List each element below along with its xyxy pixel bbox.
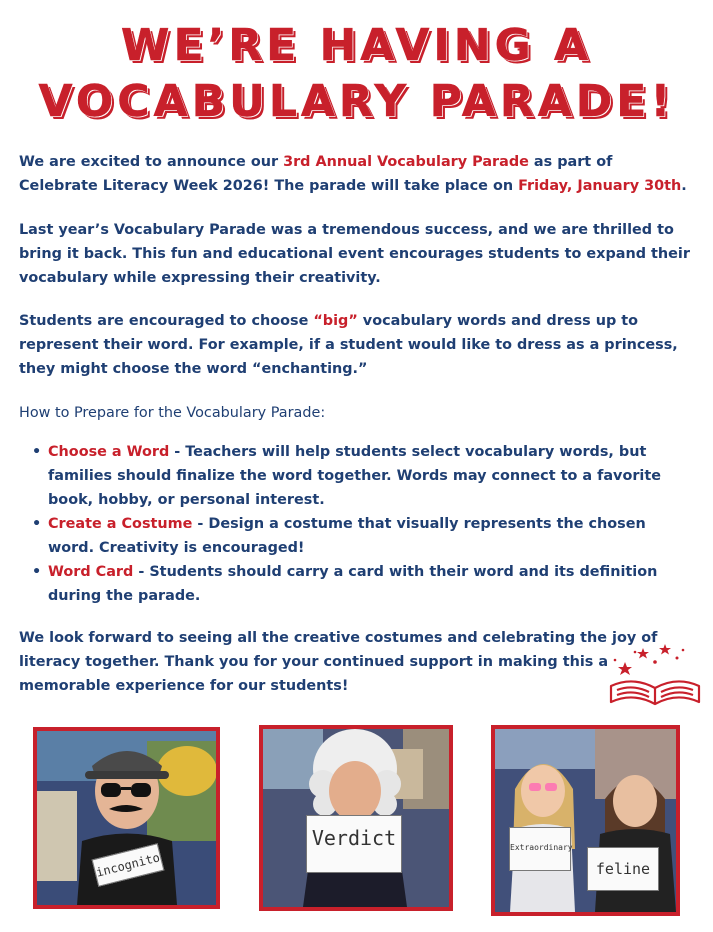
prepare-heading: How to Prepare for the Vocabulary Parade: [19,405,326,421]
step-label: Choose a Word [48,444,170,460]
word-card: feline [587,847,659,891]
closing-paragraph: We look forward to seeing all the creative costumes and celebrating the joy of literacy together. Thank you for your continued support in making this a memorable experience for our students! [19,630,658,694]
event-name: 3rd Annual Vocabulary Parade [283,154,529,170]
word-card: Verdict [306,815,402,873]
list-item: • Create a Costume - Design a costume that visually represents the chosen word. Creativity is encouraged! [30,512,690,560]
big-word: “big” [313,313,358,329]
page-title-line-1: WE’RE HAVING A [120,20,593,71]
last-year-paragraph: Last year’s Vocabulary Parade was a tremendous success, and we are thrilled to bring it back. This fun and educational event encourages students to expand their vocabulary while expressing their creativity. [19,222,690,286]
intro-paragraph: We are excited to announce our 3rd Annual Vocabulary Parade as part of Celebrate Literacy Week 2026! The parade will take place on Friday, January 30th. [19,154,687,194]
prepare-steps-list [30,440,690,608]
step-label: Word Card [48,564,134,580]
page-title-line-2: VOCABULARY PARADE! [38,76,675,127]
student-photo-verdict [259,725,453,911]
instructions-paragraph: Students are encouraged to choose “big” vocabulary words and dress up to represent their word. For example, if a student would like to dress as a princess, they might choose the word “enchanting.” [19,313,678,377]
student-photo-incognito [33,727,220,909]
step-label: Create a Costume [48,516,193,532]
event-date: Friday, January 30th [518,178,682,194]
list-item: • Word Card - Students should carry a card with their word and its definition during the parade. [30,560,690,608]
word-card: incognito [92,843,165,887]
open-book-stars-icon [605,640,705,715]
student-photo-extraordinary-feline [491,725,680,916]
word-card: Extraordinary [509,827,571,871]
list-item: • Choose a Word - Teachers will help students select vocabulary words, but families should finalize the word together. Words may connect to a favorite book, hobby, or personal interest. [30,440,690,512]
